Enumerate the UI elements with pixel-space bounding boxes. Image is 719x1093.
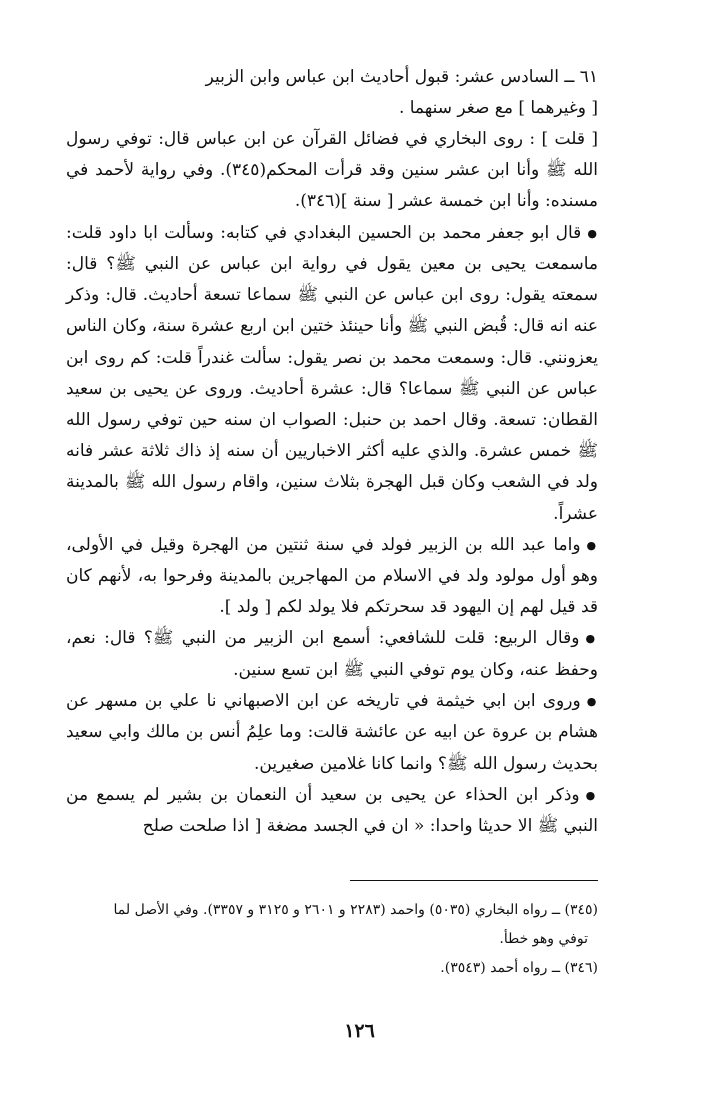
paragraph-5-text: وروى ابن ابي خيثمة في تاريخه عن ابن الاصبهاني نا علي بن مسهر عن هشام بن عروة عن ابيه عن عائشة قالت: وما علِمُ أنس بن مالك وابي سعيد بحديث رسول الله ﷺ؟ وانما كانا غلامين صغيرين. xyxy=(66,691,598,774)
body-text xyxy=(66,124,598,842)
paragraph-6 xyxy=(66,780,598,843)
footnote-345-continuation: توفي وهو خطأ. xyxy=(499,931,588,947)
heading-line-1: ٦١ ــ السادس عشر: قبول أحاديث ابن عباس وابن الزبير xyxy=(205,67,598,87)
paragraph-3-text: واما عبد الله بن الزبير فولد في سنة ثنتين من الهجرة وقيل في الأولى، وهو أول مولود ولد في الاسلام من المهاجرين بالمدينة وفرحوا به، لأنهم كان قد قيل لهم إن اليهود قد سحرتكم فلا يولد لكم [ ولد ]. xyxy=(66,534,598,618)
bullet-icon: ● xyxy=(586,694,598,708)
footnotes xyxy=(66,896,598,983)
bullet-icon: ● xyxy=(586,538,598,552)
footnote-345: (٣٤٥) ــ رواه البخاري (٥٠٣٥) واحمد (٢٢٨٣ و ٢٦٠١ و ٣١٢٥ و ٣٣٥٧). وفي الأصل لما xyxy=(113,902,598,918)
bullet-icon: ● xyxy=(585,632,598,646)
bullet-icon: ● xyxy=(585,788,598,802)
footnote-346: (٣٤٦) ــ رواه أحمد (٣٥٤٣). xyxy=(440,960,598,976)
footnote-divider xyxy=(350,880,598,881)
page-number: ١٢٦ xyxy=(344,1020,375,1042)
main-text-block xyxy=(66,62,598,842)
section-heading xyxy=(66,62,598,124)
bullet-icon: ● xyxy=(587,226,598,240)
paragraph-4 xyxy=(66,623,598,686)
paragraph-3 xyxy=(66,530,598,624)
paragraph-5 xyxy=(66,686,598,780)
paragraph-6-text: وذكر ابن الحذاء عن يحيى بن سعيد أن النعمان بن بشير لم يسمع من النبي ﷺ الا حديثا واحدا: « ان في الجسد مضغة [ اذا صلحت صلح xyxy=(66,784,598,837)
paragraph-4-text: وقال الربيع: قلت للشافعي: أسمع ابن الزبير من النبي ﷺ؟ قال: نعم، وحفظ عنه، وكان يوم توفي النبي ﷺ ابن تسع سنين. xyxy=(66,628,598,680)
paragraph-2-text: قال ابو جعفر محمد بن الحسين البغدادي في كتابه: وسألت ابا داود قلت: ماسمعت يحيى بن معين يقول في رواية ابن عباس عن النبي ﷺ؟ قال: سمعته يقول: روى ابن عباس عن النبي ﷺ سماعا تسعة أحاديث. قال: وذكر عنه انه قال: قُبض النبي ﷺ وأنا حينئذ ختين ابن اربع عشرة سنة، وكان الناس يعزونني. قال: وسمعت محمد بن نصر يقول: سألت غندراً قلت: كم روى ابن عباس عن النبي ﷺ سماعا؟ قال: عشرة أحاديث. وروى عن يحيى بن سعيد القطان: تسعة. وقال احمد بن حنبل: الصواب ان سنه حين توفي رسول الله ﷺ خمس عشرة. والذي عليه أكثر الاخباريين أن سنه إذ ذاك ثلاثة عشر فانه ولد في الشعب وكان قبل الهجرة بثلاث سنين، واقام رسول الله ﷺ بالمدينة عشراً. xyxy=(66,222,598,524)
heading-line-2: [ وغيرهما ] مع صغر سنهما . xyxy=(398,98,598,118)
paragraph-2 xyxy=(66,218,598,530)
paragraph-1: [ قلت ] : روى البخاري في فضائل القرآن عن ابن عباس قال: توفي رسول الله ﷺ وأنا ابن عشر سنين وقد قرأت المحكم(٣٤٥). وفي رواية لأحمد في مسنده: وأنا ابن خمسة عشر [ سنة ](٣٤٦). xyxy=(66,129,598,212)
